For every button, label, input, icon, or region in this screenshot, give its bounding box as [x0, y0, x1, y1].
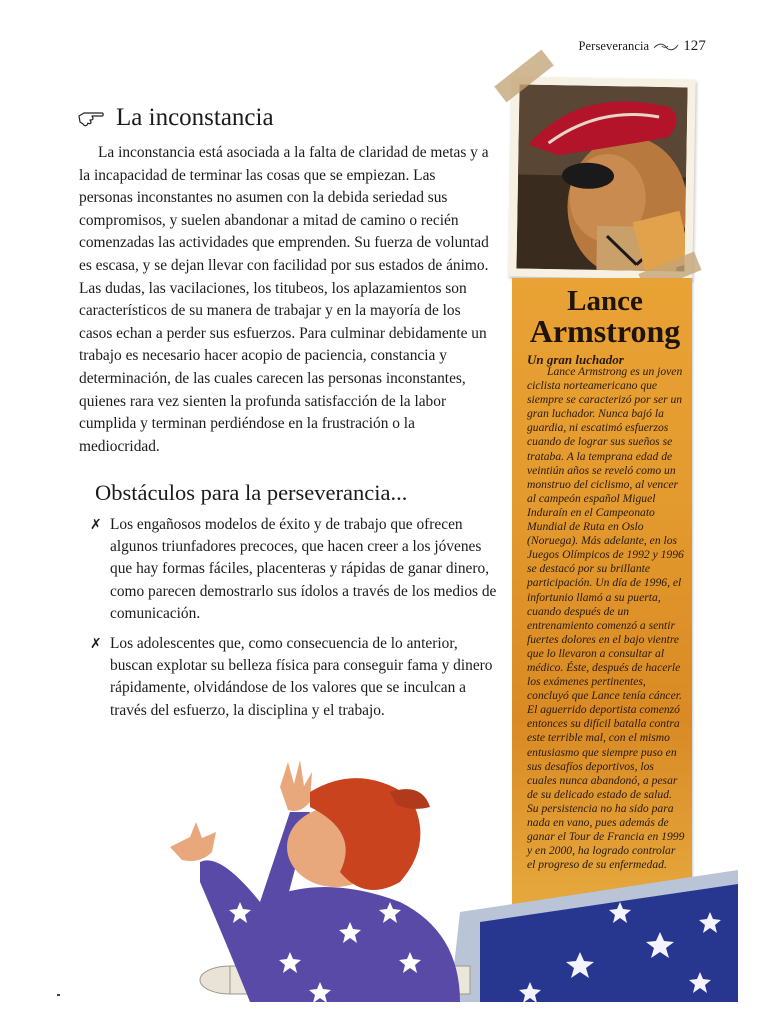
running-title: Perseverancia — [578, 39, 650, 53]
page-number: 127 — [683, 38, 706, 54]
obstacle-item — [88, 633, 498, 722]
sidebar-text: Lance Armstrong es un joven ciclista norteamericano que siempre se caracterizó por ser un gran luchador. Nunca bajó la guardia, ni escatimó esfuerzos cuando de lograr sus sueños se trataba. A la temprana edad de veintiún años se reveló como un monstruo del ciclismo, al vencer al campeón español Miguel Induraín en el Campeonato Mundial de Ruta en Oslo (Noruega). Más adelante, en los Juegos Olímpicos de 1992 y 1996 se destacó por su brillante participación. Un día de 1996, el infortunio llamó a su puerta, cuando después de un entrenamiento comenzó a sentir fuertes dolores en el bajo vientre que lo llevaron a consultar al médico. Éste, después de hacerle los exámenes pertinentes, concluyó que Lance tenía cáncer. El aguerrido deportista comenzó entonces su difícil batalla contra este terrible mal, con el mismo entusiasmo que siempre puso en sus desafíos deportivos, los cuales nunca abandonó, a pesar de su delicado estado de salud. Su persistencia no ha sido para nada en vano, pues además de ganar el Tour de Francia en 1999 y en 2000, ha logrado controlar el progreso de su enfermedad. — [527, 365, 685, 872]
running-header — [578, 38, 706, 55]
page-edge-mark — [57, 994, 60, 996]
obstacle-text: Los engañosos modelos de éxito y de trabajo que ofrecen algunos triunfadores precoces, que hacen creer a los jóvenes que hay formas fáciles, placenteras y rápidas de ganar dinero, como parecen demostrarlo sus ídolos a través de los medios de comunicación. — [110, 516, 497, 622]
cyclist-photo — [508, 76, 695, 279]
obstacles-heading: Obstáculos para la perseverancia... — [95, 480, 408, 505]
sidebar-first-name: Lance — [567, 285, 643, 317]
sidebar-name — [522, 285, 688, 349]
sidebar-last-name: Armstrong — [529, 313, 681, 349]
obstacles-list — [88, 514, 498, 730]
section-title-text: La inconstancia — [116, 104, 274, 131]
cyclist-illustration — [516, 85, 687, 272]
obstacle-text: Los adolescentes que, como consecuencia de lo anterior, buscan explotar su belleza física para conseguir fama y dinero rápidamente, olvidándose de los valores que se inculcan a través del esfuerzo, la disciplina y el trabajo. — [110, 635, 493, 719]
pointing-hand-icon — [78, 108, 104, 128]
section-title — [78, 104, 274, 132]
leaf-swirl-icon — [653, 42, 679, 52]
sidebar-heading: Un gran luchador — [527, 352, 624, 367]
obstacle-item — [88, 514, 498, 625]
child-illustration — [160, 752, 738, 1002]
inconstancia-paragraph: La inconstancia está asociada a la falta de claridad de metas y a la incapacidad de terminar las cosas que se empiezan. Las personas inconstantes no asumen con la debida seriedad sus compromisos, y suelen abandonar a mitad de camino o recién comenzadas las actividades que emprenden. Su fuerza de voluntad es escasa, y se dejan llevar con facilidad por sus estados de ánimo. Las dudas, las vacilaciones, los titubeos, los aplazamientos son característicos de su manera de trabajar y en la mayoría de los casos echan a perder sus esfuerzos. Para culminar debidamente un trabajo es necesario hacer acopio de paciencia, constancia y determinación, de las cuales carecen las personas inconstantes, quienes rara vez sienten la profunda satisfacción de la labor cumplida y terminan perdiéndose en la frustración o la mediocridad. — [79, 144, 489, 455]
x-mark-icon: ✗ — [90, 517, 102, 533]
x-mark-icon: ✗ — [90, 636, 102, 653]
